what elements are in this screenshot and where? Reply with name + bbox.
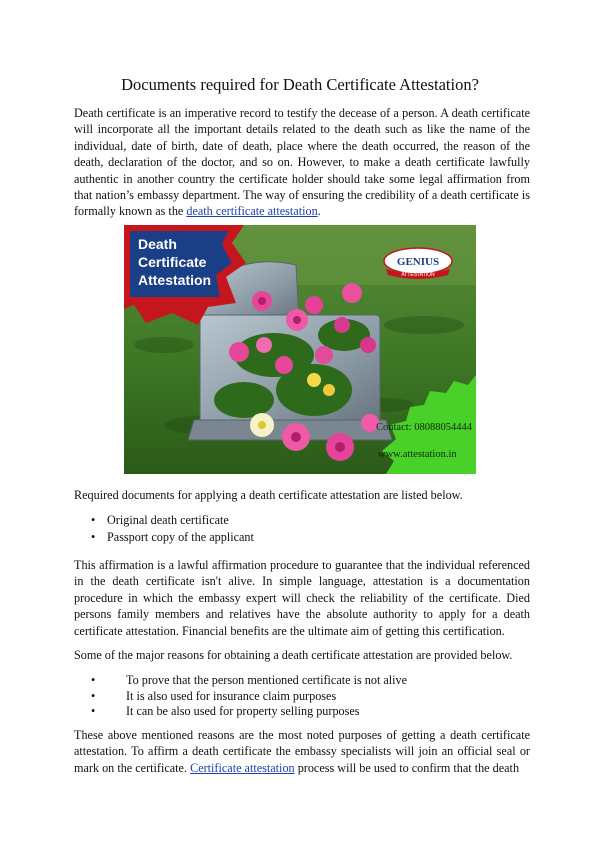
page-title: Documents required for Death Certificate Attestation? xyxy=(121,75,479,94)
list-item: • Passport copy of the applicant xyxy=(91,530,254,544)
list-item: • Original death certificate xyxy=(91,513,229,527)
required-documents-list xyxy=(74,512,530,546)
bullet-icon: • xyxy=(91,530,96,544)
required-documents-intro: Required documents for applying a death certificate attestation are listed below. xyxy=(74,488,463,502)
list-item: • To prove that the person mentioned certificate is not alive xyxy=(91,673,408,687)
death-certificate-attestation-image xyxy=(124,225,476,474)
intro-end: . xyxy=(317,204,321,219)
certificate-attestation-link[interactable]: Certificate attestation xyxy=(190,760,295,775)
banner-line1: Death xyxy=(138,236,177,252)
genius-logo xyxy=(384,248,452,279)
affirmation-paragraph: This affirmation is a lawful affirmation procedure to guarantee that the individual referenced in the death certificate isn't alive. In simple language, attestation is a documentation procedure in which the embassy expert will check the reliability of the certificate. Died persons family members and relatives have the absolute authority to apply for a death certificate attestation. Financial benefits are the ultimate aim of getting this certification. xyxy=(74,558,530,638)
closing-end: process will be used to confirm that the death xyxy=(294,760,520,775)
logo-top-text: GENIUS xyxy=(396,256,440,268)
bullet-icon: • xyxy=(91,673,96,687)
intro-text: Death certificate is an imperative record to testify the decease of a person. A death certificate will incorporate all the important details related to the death such as like the name of the individual, date of birth, date of death, place where the death occurred, the reason of the death, declaration of the doctor, and so on. However, to make a death certificate lawfully authentic in another country the certificate holder should take some legal affirmation from that nation’s embassy department. The way of ensuring the credibility of a death certificate is formally known as the xyxy=(74,106,530,219)
list-item: • It can be also used for property selling purposes xyxy=(91,704,360,718)
closing-text: These above mentioned reasons are the most noted purposes of getting a death certificate attestation. To affirm a death certificate the embassy specialists will join an official seal or mark on the certificate. xyxy=(74,728,530,775)
banner-line2: Certificate xyxy=(138,254,207,270)
list-item: • It is also used for insurance claim purposes xyxy=(91,688,337,703)
death-certificate-attestation-link[interactable]: death certificate attestation xyxy=(186,204,318,219)
website-text: www.attestation.in xyxy=(378,449,457,460)
bullet-icon: • xyxy=(91,513,96,527)
contact-text: Contact: 08088054444 xyxy=(376,422,472,433)
reasons-intro: Some of the major reasons for obtaining a death certificate attestation are provided below. xyxy=(74,648,513,662)
banner-line3: Attestation xyxy=(138,272,212,288)
illustration xyxy=(124,225,476,474)
intro-paragraph xyxy=(74,105,530,220)
closing-paragraph xyxy=(74,727,530,776)
bullet-icon: • xyxy=(91,704,96,718)
reasons-list xyxy=(74,673,530,720)
bullet-icon: • xyxy=(91,688,96,703)
logo-bottom-text: ATTESTATION xyxy=(401,272,435,278)
